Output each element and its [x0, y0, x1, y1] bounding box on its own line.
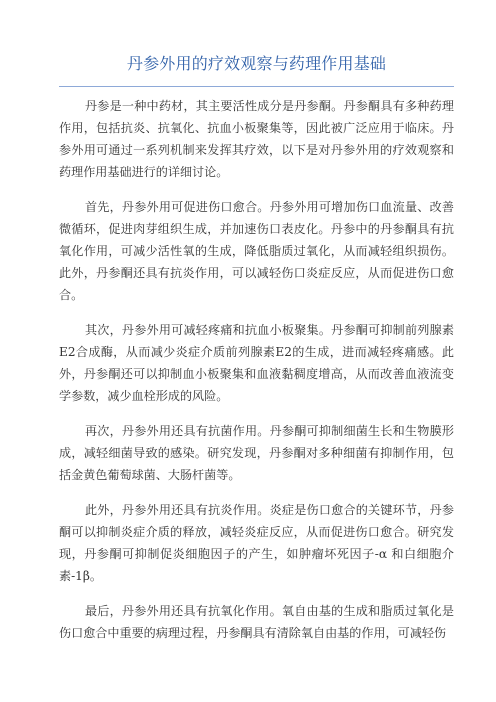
paragraph-intro: 丹参是一种中药材，其主要活性成分是丹参酮。丹参酮具有多种药理作用，包括抗炎、抗氧化、抗血小板聚集等，因此被广泛应用于临床。丹参外用可通过一系列机制来发挥其疗效，以下是对丹参外用的疗效观察和药理作用基础进行的详细讨论。 [59, 99, 454, 179]
paragraph-wound-healing: 首先，丹参外用可促进伤口愈合。丹参外用可增加伤口血流量、改善微循环，促进肉芽组织生成，并加速伤口表皮化。丹参中的丹参酮具有抗氧化作用，可减少活性氧的生成，降低脂质过氧化，从而减轻组织损伤。此外，丹参酮还具有抗炎作用，可以减轻伤口炎症反应，从而促进伤口愈合。 [59, 200, 454, 302]
document-title: 丹参外用的疗效观察与药理作用基础 [59, 52, 454, 87]
paragraph-antioxidant: 最后，丹参外用还具有抗氧化作用。氧自由基的生成和脂质过氧化是伤口愈合中重要的病理过程，丹参酮具有清除氧自由基的作用，可减轻伤 [59, 604, 454, 640]
paragraph-anti-inflammatory: 此外，丹参外用还具有抗炎作用。炎症是伤口愈合的关键环节，丹参酮可以抑制炎症介质的释放，减轻炎症反应，从而促进伤口愈合。研究发现，丹参酮可抑制促炎细胞因子的产生，如肿瘤坏死因子-α 和白细胞介素-1β。 [59, 503, 454, 583]
document-body [59, 95, 454, 644]
paragraph-pain-platelet: 其次，丹参外用可减轻疼痛和抗血小板聚集。丹参酮可抑制前列腺素E2合成酶，从而减少炎症介质前列腺素E2的生成，进而减轻疼痛感。此外，丹参酮还可以抑制血小板聚集和血液黏稠度增高，从而改善血液流变学参数，减少血栓形成的风险。 [59, 323, 454, 403]
paragraph-antibacterial: 再次，丹参外用还具有抗菌作用。丹参酮可抑制细菌生长和生物膜形成，减轻细菌导致的感染。研究发现，丹参酮对多种细菌有抑制作用，包括金黄色葡萄球菌、大肠杆菌等。 [59, 424, 454, 482]
